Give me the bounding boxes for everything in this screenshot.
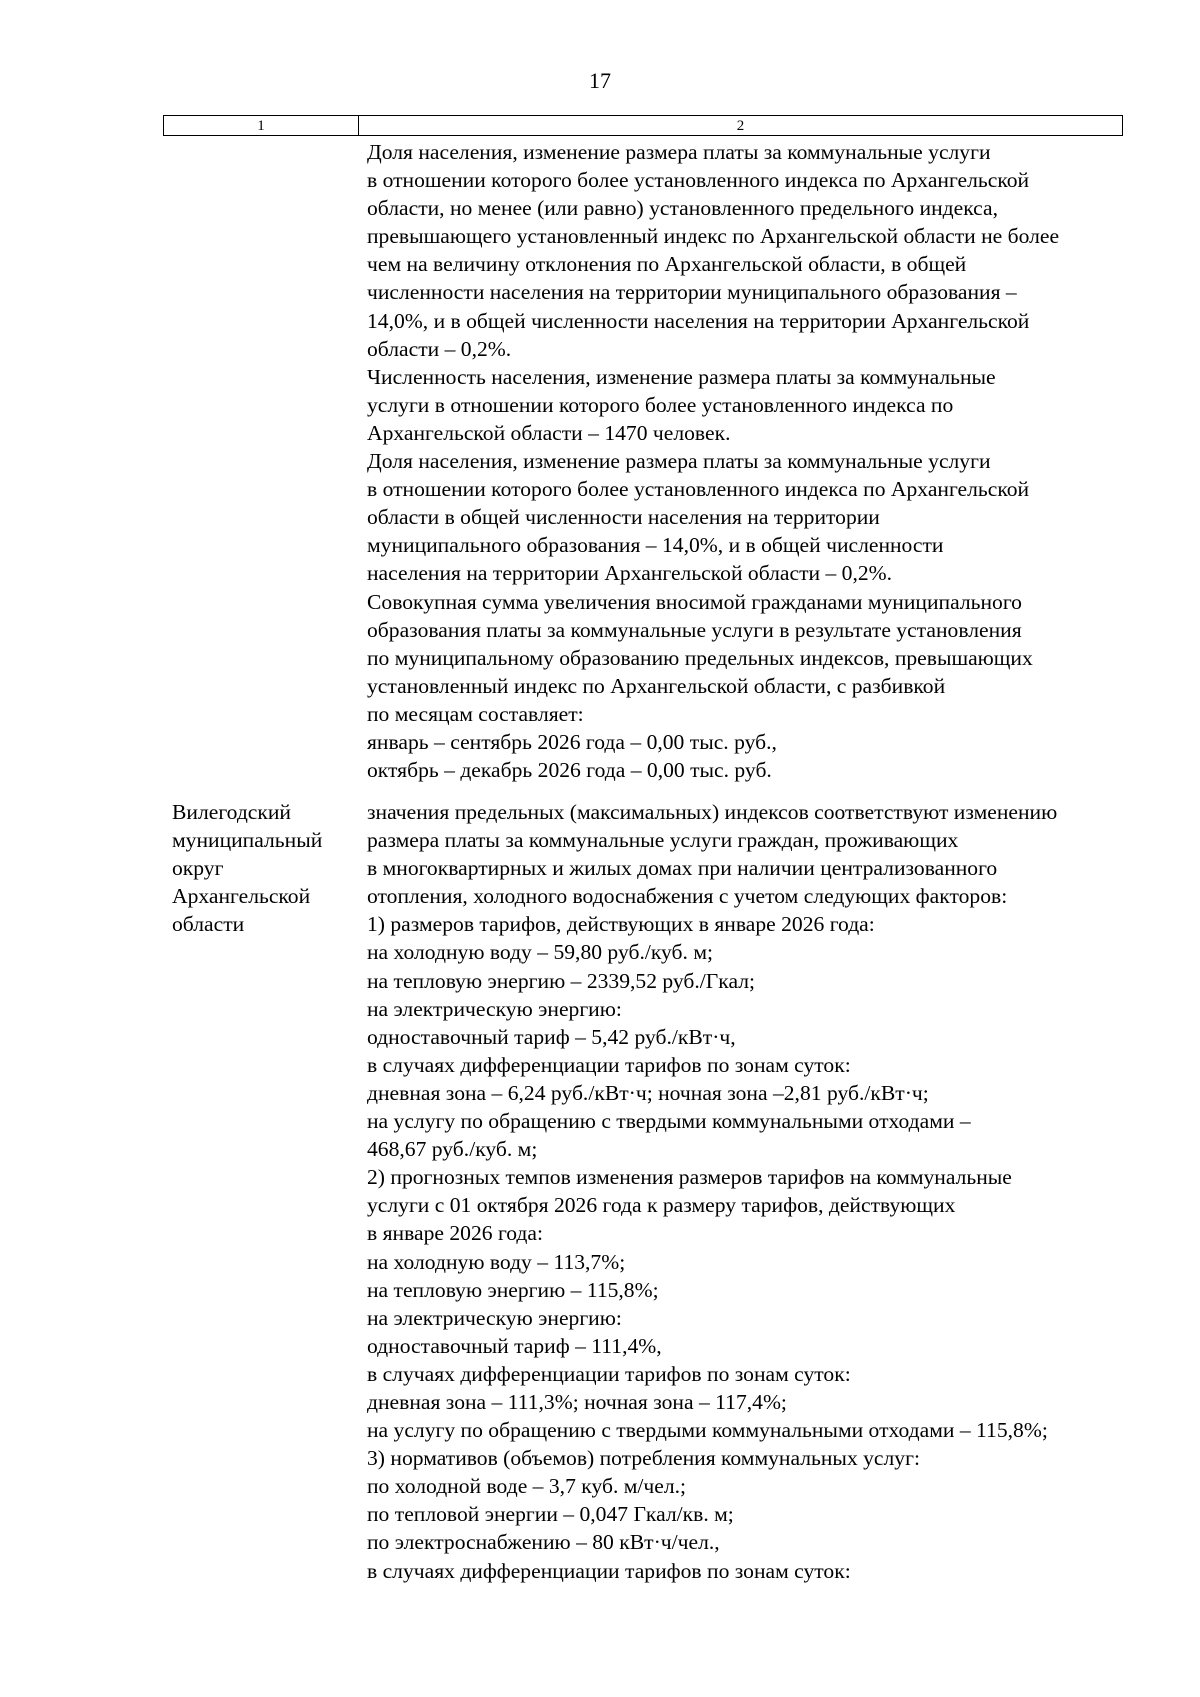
- text-line: по холодной воде – 3,7 куб. м/чел.;: [367, 1474, 687, 1499]
- municipality-name: [172, 798, 362, 938]
- top-section-text: [367, 138, 1127, 784]
- text-line: одноставочный тариф – 5,42 руб./кВт·ч,: [367, 1024, 736, 1049]
- text-line: в случаях дифференциации тарифов по зонам суток:: [367, 1052, 851, 1077]
- text-line: Доля населения, изменение размера платы за коммунальные услуги: [367, 140, 991, 164]
- text-line: на тепловую энергию – 2339,52 руб./Гкал;: [367, 968, 756, 993]
- text-line: услуги с 01 октября 2026 года к размеру тарифов, действующих: [367, 1193, 956, 1218]
- text-line: области, но менее (или равно) установленного предельного индекса,: [367, 196, 998, 221]
- text-line: 14,0%, и в общей численности населения на территории Архангельской: [367, 308, 1030, 333]
- text-line: по месяцам составляет:: [367, 701, 584, 726]
- municipality-name-line: Архангельской: [172, 884, 311, 909]
- text-line: чем на величину отклонения по Архангельской области, в общей: [367, 252, 967, 277]
- text-line: в случаях дифференциации тарифов по зонам суток:: [367, 1361, 851, 1386]
- text-line: по муниципальному образованию предельных индексов, превышающих: [367, 645, 1033, 670]
- text-line: 468,67 руб./куб. м;: [367, 1137, 538, 1162]
- text-line: по тепловой энергии – 0,047 Гкал/кв. м;: [367, 1502, 734, 1527]
- text-line: области – 0,2%.: [367, 336, 512, 361]
- text-line: в январе 2026 года:: [367, 1221, 544, 1246]
- text-line: значения предельных (максимальных) индексов соответствуют изменению: [367, 800, 1058, 824]
- text-line: по электроснабжению – 80 кВт·ч/чел.,: [367, 1530, 720, 1555]
- municipality-name-line: округ: [172, 856, 224, 881]
- text-line: дневная зона – 6,24 руб./кВт·ч; ночная зона –2,81 руб./кВт·ч;: [367, 1080, 929, 1105]
- text-line: в многоквартирных и жилых домах при наличии централизованного: [367, 856, 998, 881]
- text-line: Совокупная сумма увеличения вносимой гражданами муниципального: [367, 589, 1022, 614]
- text-line: размера платы за коммунальные услуги граждан, проживающих: [367, 828, 959, 853]
- text-line: на холодную воду – 59,80 руб./куб. м;: [367, 940, 713, 965]
- text-line: муниципального образования – 14,0%, и в общей численности: [367, 533, 944, 558]
- text-line: 1) размеров тарифов, действующих в январе 2026 года:: [367, 912, 875, 937]
- text-line: на услугу по обращению с твердыми коммунальными отходами –: [367, 1109, 971, 1134]
- municipality-name-line: муниципальный: [172, 828, 323, 853]
- text-line: населения на территории Архангельской области – 0,2%.: [367, 561, 893, 586]
- text-line: услуги в отношении которого более установленного индекса по: [367, 392, 954, 417]
- text-line: на электрическую энергию:: [367, 1305, 622, 1330]
- text-line: январь – сентябрь 2026 года – 0,00 тыс. руб.,: [367, 729, 777, 754]
- text-line: на услугу по обращению с твердыми коммунальными отходами – 115,8%;: [367, 1418, 1048, 1443]
- page-number: 17: [589, 68, 611, 93]
- text-line: 2) прогнозных темпов изменения размеров тарифов на коммунальные: [367, 1165, 1012, 1190]
- text-line: установленный индекс по Архангельской области, с разбивкой: [367, 673, 946, 698]
- text-line: Численность населения, изменение размера платы за коммунальные: [367, 364, 996, 389]
- text-line: в случаях дифференциации тарифов по зонам суток:: [367, 1558, 851, 1583]
- text-line: 3) нормативов (объемов) потребления коммунальных услуг:: [367, 1446, 920, 1471]
- text-line: численности населения на территории муниципального образования –: [367, 280, 1017, 305]
- text-line: одноставочный тариф – 111,4%,: [367, 1333, 662, 1358]
- text-line: октябрь – декабрь 2026 года – 0,00 тыс. руб.: [367, 758, 772, 783]
- bottom-section-text: [367, 798, 1127, 1585]
- text-line: образования платы за коммунальные услуги в результате установления: [367, 617, 1022, 642]
- text-line: дневная зона – 111,3%; ночная зона – 117,4%;: [367, 1389, 787, 1414]
- text-line: на электрическую энергию:: [367, 996, 622, 1021]
- text-line: Доля населения, изменение размера платы за коммунальные услуги: [367, 449, 991, 474]
- column-header-2: 2: [359, 116, 1123, 136]
- table-header: [163, 115, 1123, 136]
- text-line: области в общей численности населения на территории: [367, 505, 880, 530]
- text-line: превышающего установленный индекс по Архангельской области не более: [367, 224, 1060, 249]
- text-line: в отношении которого более установленного индекса по Архангельской: [367, 168, 1030, 193]
- municipality-name-line: области: [172, 912, 245, 937]
- municipality-name-line: Вилегодский: [172, 800, 291, 824]
- text-line: отопления, холодного водоснабжения с учетом следующих факторов:: [367, 884, 1008, 909]
- text-line: на тепловую энергию – 115,8%;: [367, 1277, 659, 1302]
- column-header-1: 1: [164, 116, 359, 136]
- text-line: на холодную воду – 113,7%;: [367, 1249, 626, 1274]
- text-line: в отношении которого более установленного индекса по Архангельской: [367, 477, 1030, 502]
- text-line: Архангельской области – 1470 человек.: [367, 420, 731, 445]
